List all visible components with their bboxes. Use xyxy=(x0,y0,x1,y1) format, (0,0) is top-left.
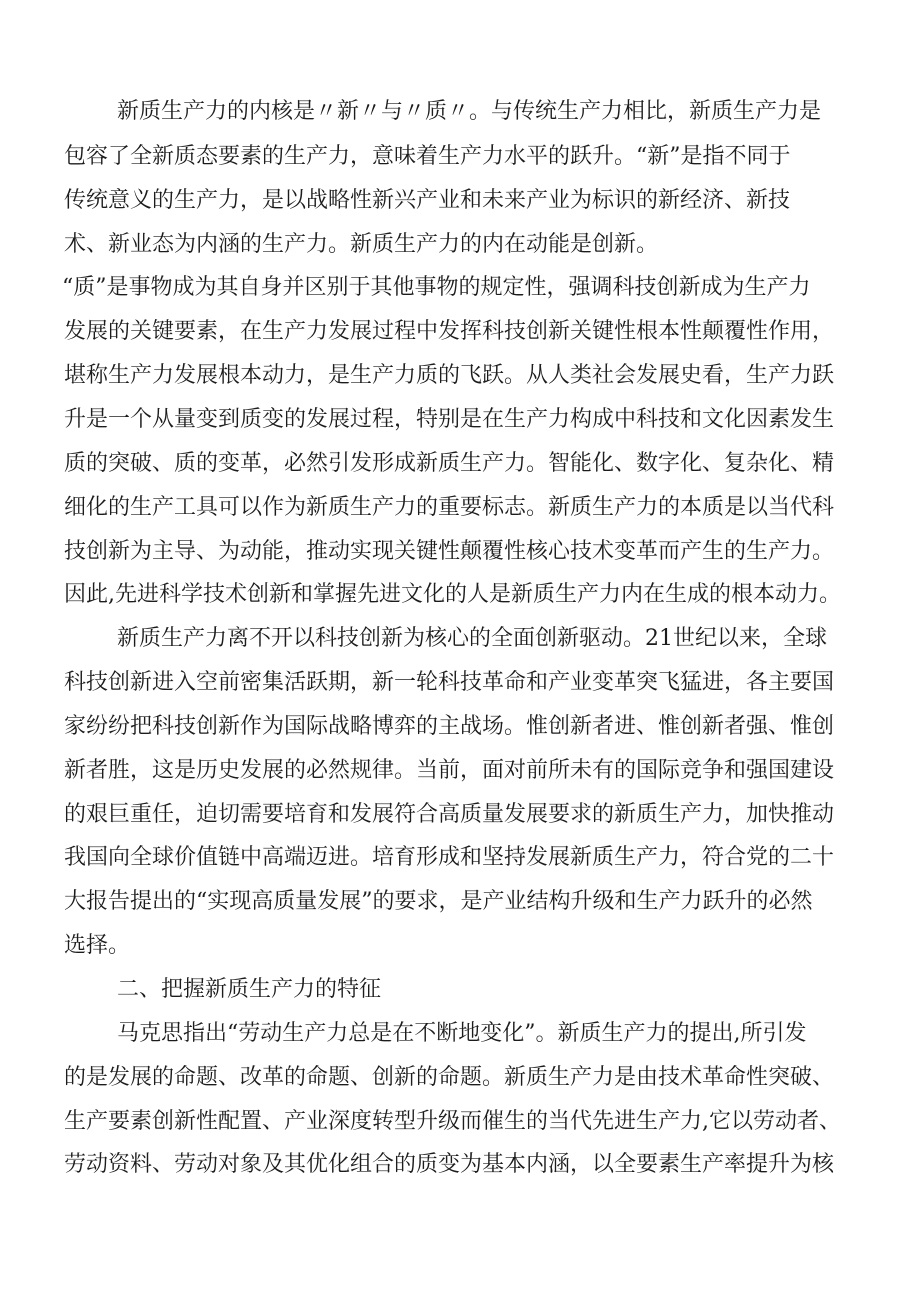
text-line: 生产要素创新性配置、产业深度转型升级而催生的当代先进生产力,它以劳动者、 xyxy=(64,1109,841,1134)
text-line: 家纷纷把科技创新作为国际战略博弈的主战场。惟创新者进、惟创新者强、惟创 xyxy=(64,714,835,739)
text-line: 选择。 xyxy=(64,933,131,958)
text-line: 的艰巨重任，迫切需要培育和发展符合高质量发展要求的新质生产力，加快推动 xyxy=(64,802,835,827)
text-line: 因此,先进科学技术创新和掌握先进文化的人是新质生产力内在生成的根本动力。 xyxy=(64,582,841,607)
text-line: 我国向全球价值链中高端迈进。培育形成和坚持发展新质生产力，符合党的二十 xyxy=(64,845,835,870)
text-line: 细化的生产工具可以作为新质生产力的重要标志。新质生产力的本质是以当代科 xyxy=(64,495,835,520)
text-line: 技创新为主导、为动能，推动实现关键性颠覆性核心技术变革而产生的生产力。 xyxy=(64,539,835,564)
text-line: 传统意义的生产力，是以战略性新兴产业和未来产业为标识的新经济、新技 xyxy=(64,188,791,213)
text-line: 堪称生产力发展根本动力，是生产力质的飞跃。从人类社会发展史看，生产力跃 xyxy=(64,363,835,388)
text-line: 的是发展的命题、改革的命题、创新的命题。新质生产力是由技术革命性突破、 xyxy=(64,1065,835,1090)
text-line: 劳动资料、劳动对象及其优化组合的质变为基本内涵，以全要素生产率提升为核 xyxy=(64,1152,835,1177)
section-heading: 二、把握新质生产力的特征 xyxy=(117,977,382,1002)
text-line: 大报告提出的“实现高质量发展”的要求，是产业结构升级和生产力跃升的必然 xyxy=(64,889,813,914)
text-line: 质的突破、质的变革，必然引发形成新质生产力。智能化、数字化、复杂化、精 xyxy=(64,451,835,476)
text-line: 升是一个从量变到质变的发展过程，特别是在生产力构成中科技和文化因素发生 xyxy=(64,407,835,432)
text-line: 新者胜，这是历史发展的必然规律。当前，面对前所未有的国际竞争和强国建设 xyxy=(64,758,835,783)
text-line: 包容了全新质态要素的生产力，意味着生产力水平的跃升。“新”是指不同于 xyxy=(64,144,791,169)
text-line: 新质生产力离不开以科技创新为核心的全面创新驱动。21世纪以来，全球 xyxy=(117,626,827,651)
text-line: 发展的关键要素，在生产力发展过程中发挥科技创新关键性根本性颠覆性作用， xyxy=(64,319,835,344)
text-line: 术、新业态为内涵的生产力。新质生产力的内在动能是创新。 xyxy=(64,232,659,257)
text-line: 马克思指出“劳动生产力总是在不断地变化”。新质生产力的提出,所引发 xyxy=(117,1021,807,1046)
text-line: 科技创新进入空前密集活跃期，新一轮科技革命和产业变革突飞猛进，各主要国 xyxy=(64,670,835,695)
text-line: “质”是事物成为其自身并区别于其他事物的规定性，强调科技创新成为生产力 xyxy=(62,275,811,300)
text-line: 新质生产力的内核是〃新〃与〃质〃。与传统生产力相比，新质生产力是 xyxy=(117,99,822,124)
